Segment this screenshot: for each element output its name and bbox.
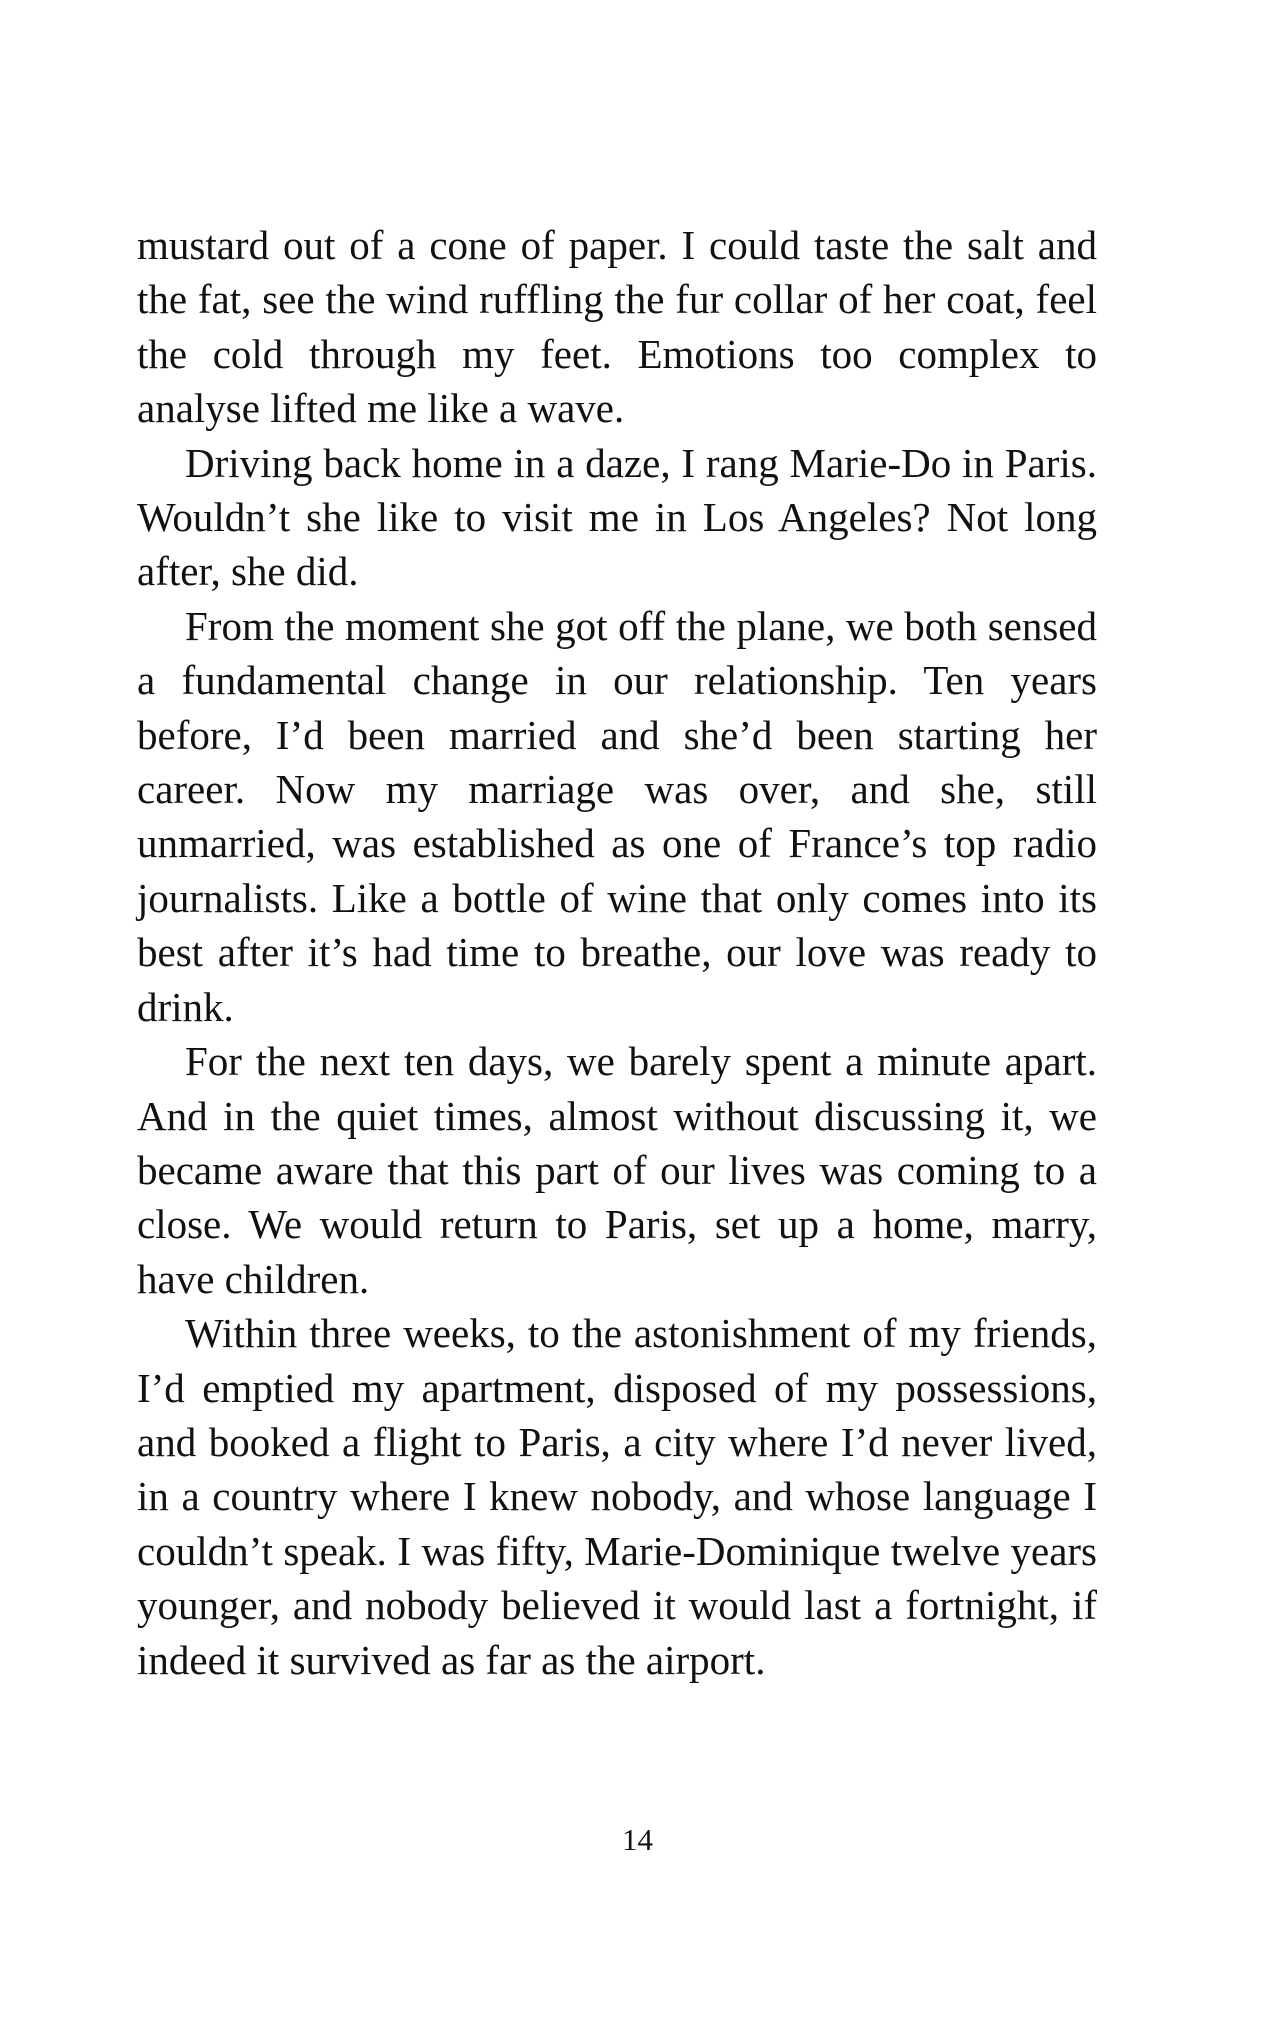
body-text [137, 218, 1097, 1687]
paragraph: From the moment she got off the plane, we both sensed a fundamental change in our relationship. Ten years before, I’d been married and she’d been starting her career. Now my marriage was over, and she, still unmarried, was established as one of France’s top radio journalists. Like a bottle of wine that only comes into its best after it’s had time to breathe, our love was ready to drink. [137, 602, 1097, 1030]
page-number: 14 [622, 1822, 653, 1857]
paragraph: Driving back home in a daze, I rang Marie-Do in Paris. Wouldn’t she like to visit me in Los Angeles? Not long after, she did. [137, 439, 1097, 595]
paragraph-continuation: mustard out of a cone of paper. I could taste the salt and the fat, see the wind ruffling the fur collar of her coat, feel the cold through my feet. Emotions too complex to analyse lifted me like a wave. [137, 222, 1097, 432]
paragraph: Within three weeks, to the astonishment of my friends, I’d emptied my apartment, disposed of my possessions, and booked a flight to Paris, a city where I’d never lived, in a country where I knew nobody, and whose language I couldn’t speak. I was fifty, Marie-Dominique twelve years younger, and nobody believed it would last a fortnight, if indeed it survived as far as the airport. [137, 1310, 1097, 1683]
paragraph: For the next ten days, we barely spent a minute apart. And in the quiet times, almost without discussing it, we became aware that this part of our lives was coming to a close. We would return to Paris, set up a home, marry, have children. [137, 1038, 1097, 1302]
